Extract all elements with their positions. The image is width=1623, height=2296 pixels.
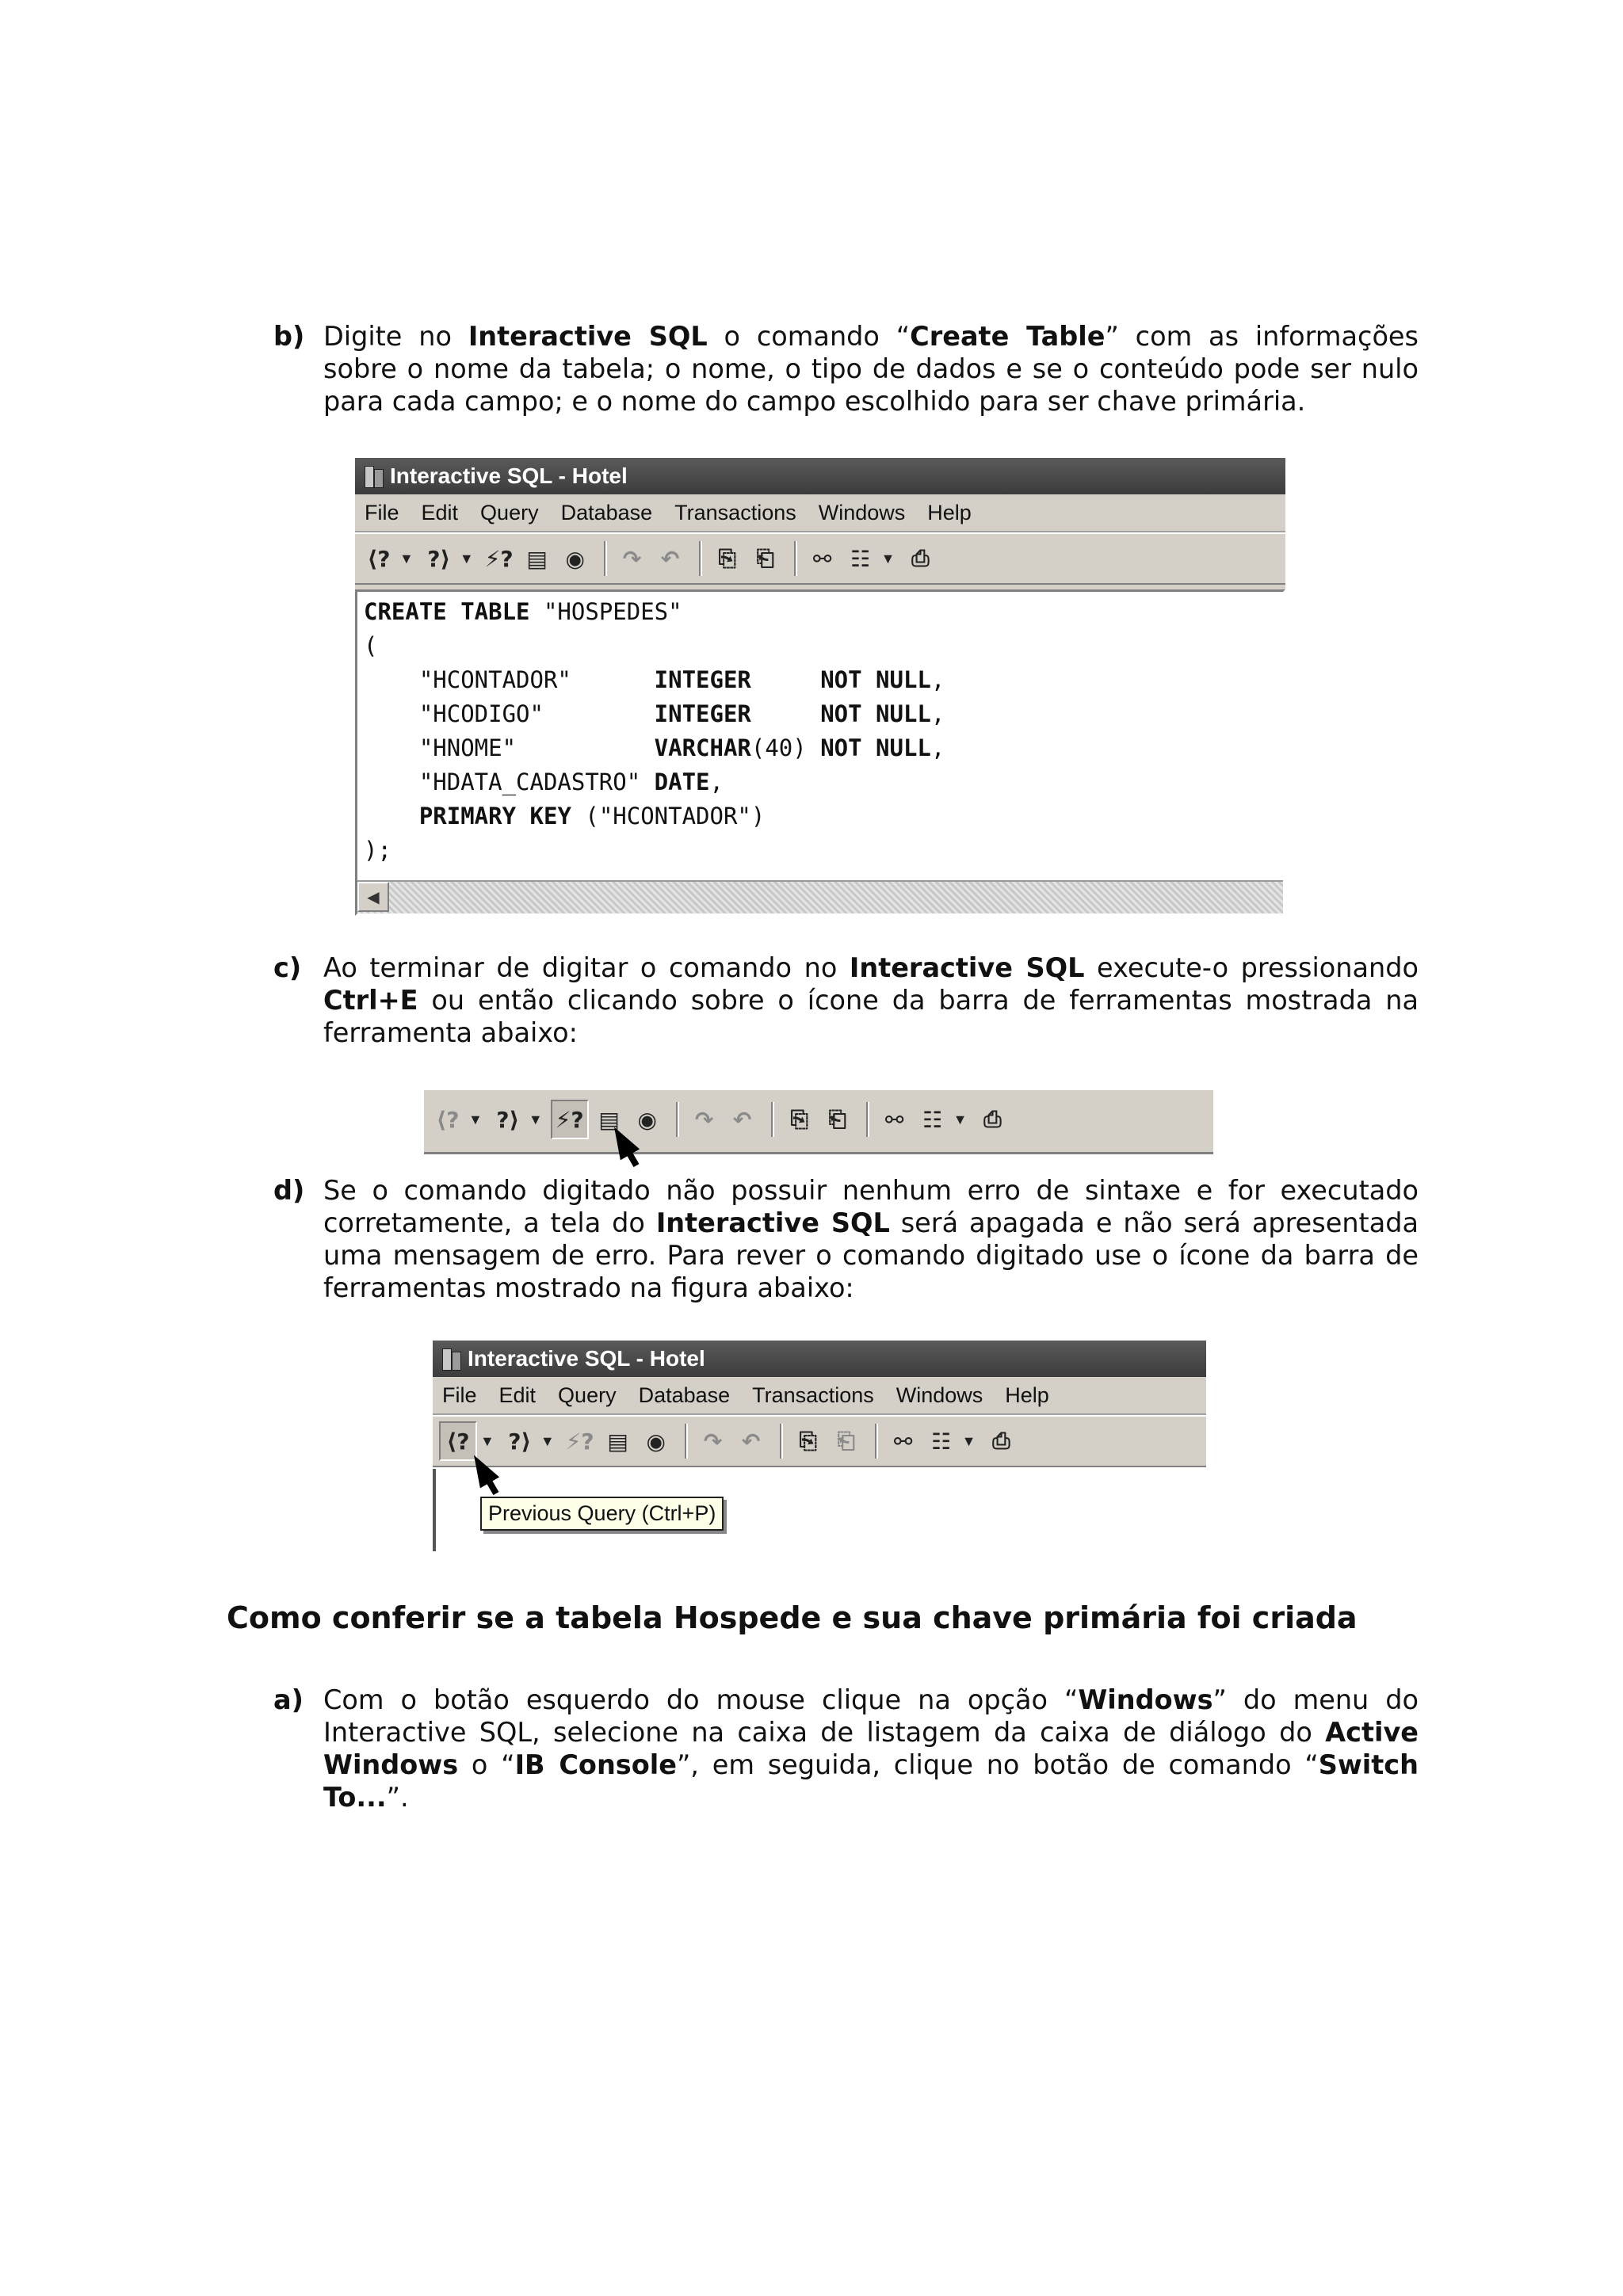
app-icon bbox=[441, 1347, 461, 1371]
toolbar-separator bbox=[699, 541, 702, 576]
toolbar-screenshot bbox=[424, 1089, 1213, 1154]
find-icon[interactable]: ⚯ bbox=[893, 1428, 913, 1455]
chevron-down-icon[interactable]: ▼ bbox=[459, 550, 474, 566]
item-label: c) bbox=[273, 952, 302, 983]
menu-file[interactable]: File bbox=[442, 1383, 477, 1407]
windows-list-icon[interactable]: ☷ bbox=[931, 1428, 952, 1455]
next-query-icon[interactable]: ?⟩ bbox=[427, 545, 451, 572]
toolbar bbox=[424, 1090, 1213, 1149]
find-icon[interactable]: ⚯ bbox=[812, 545, 832, 572]
commit-transaction-icon[interactable]: ↷ bbox=[622, 545, 642, 572]
item-text: Ao terminar de digitar o comando no Interactive SQL execute-o pressionando Ctrl+E ou então clicando sobre o ícone da barra de ferramentas mostrada na ferramenta abaixo: bbox=[323, 952, 1419, 1048]
previous-query-tooltip: Previous Query (Ctrl+P) bbox=[480, 1497, 724, 1531]
chevron-down-icon[interactable]: ▼ bbox=[528, 1111, 543, 1127]
app-icon bbox=[363, 464, 384, 488]
window-titlebar bbox=[355, 458, 1285, 494]
print-icon[interactable]: ⎙ bbox=[992, 1428, 1010, 1454]
toolbar-separator bbox=[771, 1102, 774, 1137]
load-script-icon[interactable]: ⎘ bbox=[799, 1428, 817, 1454]
print-icon[interactable]: ⎙ bbox=[983, 1106, 1002, 1132]
execute-query-icon[interactable]: ⚡? bbox=[551, 1100, 589, 1139]
sql-editor[interactable] bbox=[355, 589, 1285, 916]
interactive-sql-window bbox=[355, 458, 1285, 916]
item-text: Com o botão esquerdo do mouse clique na opção “Windows” do menu do Interactive SQL, selecione na caixa de listagem da caixa de diálogo do Active Windows o “IB Console”, em seguida, clique no botão de comando “Switch To...”. bbox=[323, 1684, 1419, 1813]
next-query-icon[interactable]: ?⟩ bbox=[496, 1106, 520, 1133]
chevron-down-icon[interactable]: ▼ bbox=[953, 1111, 968, 1127]
execute-query-icon[interactable]: ⚡? bbox=[565, 1428, 594, 1455]
editor-edge bbox=[433, 1469, 436, 1551]
chevron-down-icon[interactable]: ▼ bbox=[880, 550, 896, 566]
toolbar-separator bbox=[794, 541, 797, 576]
query-plan-icon[interactable]: ▤ bbox=[607, 1428, 628, 1455]
item-label: a) bbox=[273, 1684, 304, 1715]
save-script-icon[interactable]: ⎗ bbox=[756, 545, 774, 571]
window-titlebar bbox=[433, 1341, 1206, 1377]
item-label: b) bbox=[273, 321, 305, 352]
toolbar-separator bbox=[676, 1102, 679, 1137]
commit-transaction-icon[interactable]: ↷ bbox=[703, 1428, 723, 1455]
toolbar-separator bbox=[866, 1102, 869, 1137]
item-text: Se o comando digitado não possuir nenhum erro de sintaxe e for executado corretamente, a tela do Interactive SQL será apagada e não será apresentada uma mensagem de erro. Para rever o comando digitado use o ícone da barra de ferramentas mostrado na figura abaixo: bbox=[323, 1175, 1419, 1303]
sql-code: CREATE TABLE "HOSPEDES" ( "HCONTADOR" INTEGER NOT NULL, "HCODIGO" INTEGER NOT NULL, "HNOME" VARCHAR(40) NOT NULL, "HDATA_CADASTRO" DATE, PRIMARY KEY ("HCONTADOR") ); bbox=[364, 598, 945, 864]
print-icon[interactable]: ⎙ bbox=[911, 545, 930, 571]
commit-icon[interactable]: ◉ bbox=[637, 1106, 657, 1133]
find-icon[interactable]: ⚯ bbox=[884, 1106, 904, 1133]
rollback-icon[interactable]: ↶ bbox=[732, 1106, 752, 1133]
query-plan-icon[interactable]: ▤ bbox=[526, 545, 548, 572]
windows-list-icon[interactable]: ☷ bbox=[850, 545, 871, 572]
chevron-down-icon[interactable]: ▼ bbox=[468, 1111, 483, 1127]
window-title: Interactive SQL - Hotel bbox=[468, 1346, 705, 1371]
next-query-icon[interactable]: ?⟩ bbox=[508, 1428, 532, 1455]
previous-query-icon[interactable]: ⟨? bbox=[436, 1106, 460, 1133]
menu-file[interactable]: File bbox=[365, 500, 399, 524]
toolbar bbox=[355, 532, 1285, 585]
instruction-c bbox=[273, 952, 1419, 1049]
chevron-down-icon[interactable]: ▼ bbox=[480, 1432, 495, 1449]
menu-help[interactable]: Help bbox=[1005, 1383, 1049, 1407]
scroll-left-icon[interactable]: ◀ bbox=[357, 882, 389, 912]
instruction-b bbox=[273, 320, 1419, 418]
query-plan-icon[interactable]: ▤ bbox=[598, 1106, 620, 1133]
toolbar-separator bbox=[685, 1424, 688, 1459]
instruction-a bbox=[273, 1684, 1419, 1814]
windows-list-icon[interactable]: ☷ bbox=[922, 1106, 943, 1133]
item-text: Digite no Interactive SQL o comando “Create Table” com as informações sobre o nome da tabela; o nome, o tipo de dados e se o conteúdo pode ser nulo para cada campo; e o nome do campo escolhido para ser chave primária. bbox=[323, 321, 1419, 417]
rollback-icon[interactable]: ↶ bbox=[741, 1428, 761, 1455]
menu-database[interactable]: Database bbox=[560, 500, 653, 524]
load-script-icon[interactable]: ⎘ bbox=[718, 545, 736, 571]
save-script-icon[interactable]: ⎗ bbox=[828, 1106, 846, 1132]
horizontal-scrollbar[interactable] bbox=[357, 880, 1283, 913]
commit-icon[interactable]: ◉ bbox=[565, 545, 585, 572]
menu-query[interactable]: Query bbox=[558, 1383, 617, 1407]
menu-edit[interactable]: Edit bbox=[498, 1383, 537, 1407]
menu-transactions[interactable]: Transactions bbox=[752, 1383, 874, 1407]
menu-edit[interactable]: Edit bbox=[421, 500, 459, 524]
section-heading: Como conferir se a tabela Hospede e sua chave primária foi criada bbox=[227, 1600, 1358, 1635]
previous-query-icon[interactable]: ⟨? bbox=[439, 1421, 477, 1461]
menu-database[interactable]: Database bbox=[638, 1383, 731, 1407]
window-title: Interactive SQL - Hotel bbox=[390, 463, 628, 488]
commit-transaction-icon[interactable]: ↷ bbox=[694, 1106, 714, 1133]
commit-icon[interactable]: ◉ bbox=[646, 1428, 666, 1455]
rollback-icon[interactable]: ↶ bbox=[660, 545, 680, 572]
menu-windows[interactable]: Windows bbox=[896, 1383, 983, 1407]
toolbar bbox=[433, 1415, 1206, 1467]
menu-windows[interactable]: Windows bbox=[818, 500, 906, 524]
menu-query[interactable]: Query bbox=[480, 500, 539, 524]
instruction-d bbox=[273, 1174, 1419, 1304]
toolbar-separator bbox=[780, 1424, 783, 1459]
menubar bbox=[433, 1377, 1206, 1415]
menubar bbox=[355, 494, 1285, 532]
menu-transactions[interactable]: Transactions bbox=[674, 500, 796, 524]
chevron-down-icon[interactable]: ▼ bbox=[399, 550, 414, 566]
toolbar-separator bbox=[875, 1424, 878, 1459]
toolbar-separator bbox=[604, 541, 607, 576]
menu-help[interactable]: Help bbox=[927, 500, 972, 524]
chevron-down-icon[interactable]: ▼ bbox=[961, 1432, 976, 1449]
execute-query-icon[interactable]: ⚡? bbox=[484, 545, 514, 572]
load-script-icon[interactable]: ⎘ bbox=[790, 1106, 808, 1132]
chevron-down-icon[interactable]: ▼ bbox=[540, 1432, 555, 1449]
save-script-icon[interactable]: ⎗ bbox=[837, 1428, 855, 1454]
item-label: d) bbox=[273, 1175, 305, 1206]
previous-query-icon[interactable]: ⟨? bbox=[367, 545, 391, 572]
